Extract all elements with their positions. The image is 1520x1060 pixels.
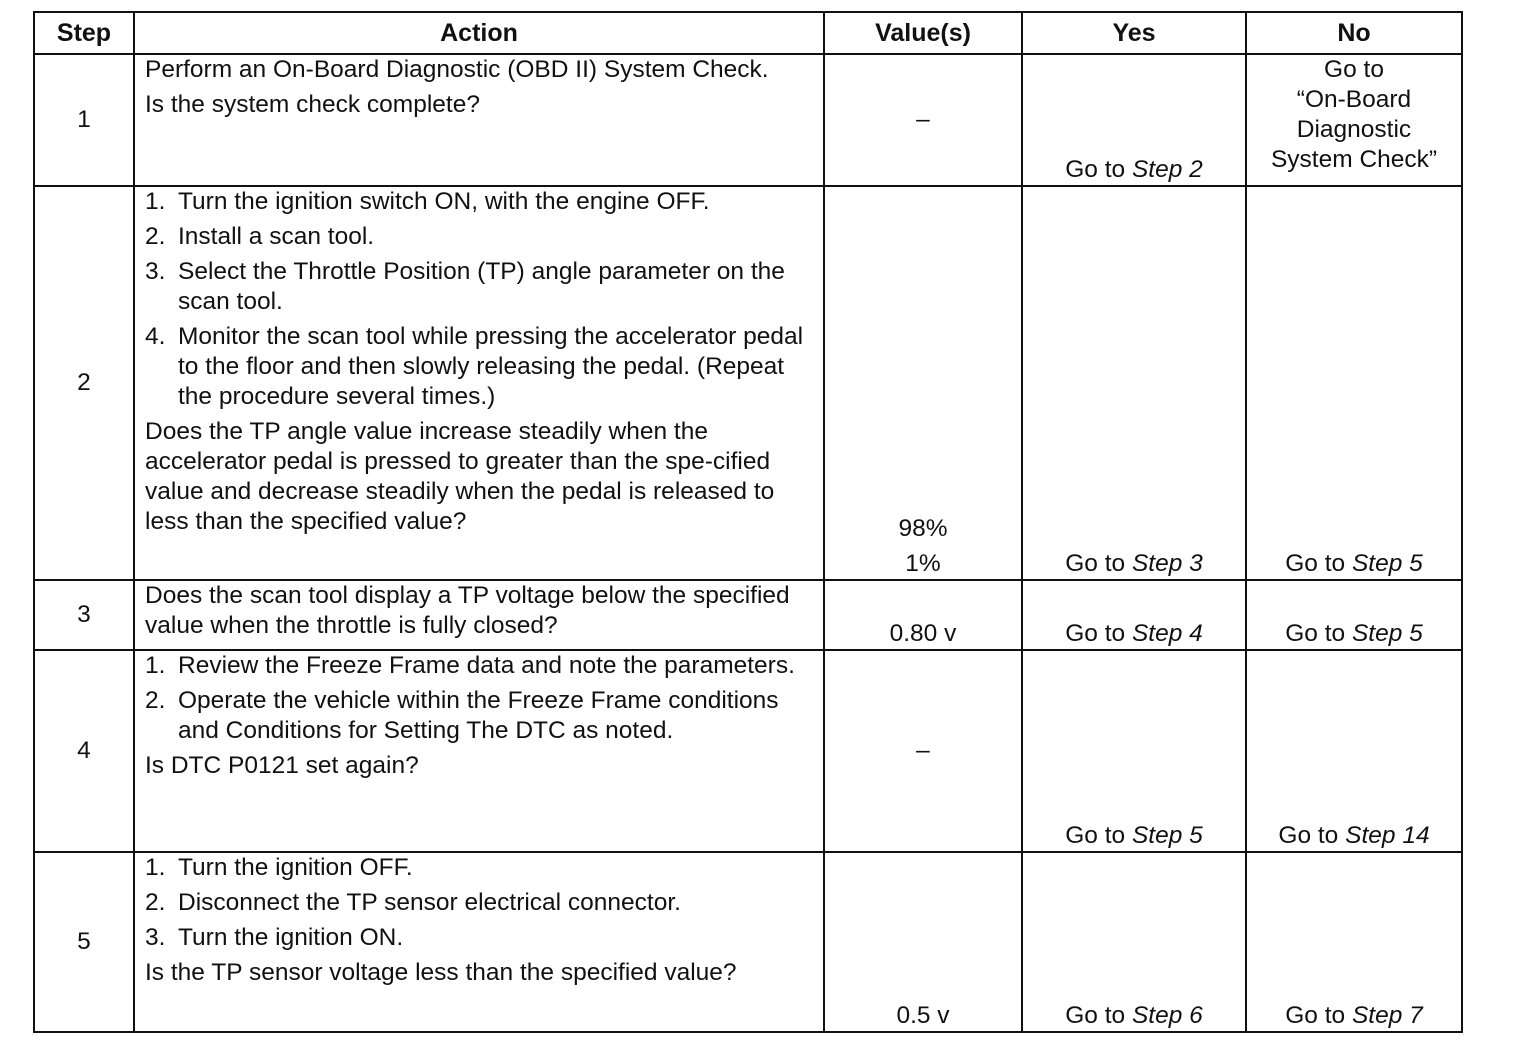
action-question: Does the scan tool display a TP voltage below the specified value when the throttle is fully closed? [145,582,790,639]
action-step-item [145,322,813,412]
goto-prefix: Go to [1285,620,1346,647]
action-step-number: 4. [145,323,166,350]
action-step-number: 2. [145,223,166,250]
no-reference-line: System Check” [1270,146,1438,173]
no-reference-line: Diagnostic [1296,116,1412,143]
spec-value: 1% [905,550,941,577]
action-step-number: 1. [145,854,166,881]
spec-value: 0.5 v [896,1002,950,1029]
action-step-item [145,187,813,217]
goto-step-ref: Step 5 [1351,620,1423,647]
action-step-text: Turn the ignition ON. [178,924,404,951]
goto-prefix: Go to [1065,620,1126,647]
action-step-text: Monitor the scan tool while pressing the accelerator pedal to the floor and then slowly releasing the pedal. (Repeat the procedure several times.) [178,323,804,410]
action-question: Is the system check complete? [145,91,480,118]
spec-value: 0.80 v [889,620,957,647]
action-cell [134,580,824,650]
action-step-text: Turn the ignition OFF. [178,854,413,881]
yes-cell [1022,186,1246,580]
yes-cell [1022,852,1246,1032]
diagnostic-table [33,11,1463,1033]
step-number: 4 [34,650,134,852]
action-step-text: Turn the ignition switch ON, with the engine OFF. [178,188,710,215]
goto-step-ref: Step 14 [1345,822,1430,849]
goto-step-ref: Step 3 [1131,550,1203,577]
table-row [34,580,1462,650]
action-question: Does the TP angle value increase steadily when the accelerator pedal is pressed to greater than the spe-cified value and decrease steadily when the pedal is released to less than the specified value? [145,418,775,535]
no-cell [1246,852,1462,1032]
no-cell [1246,54,1462,186]
action-intro: Perform an On-Board Diagnostic (OBD II) System Check. [145,56,769,83]
no-cell [1246,650,1462,852]
goto-step-ref: Step 2 [1131,156,1203,183]
action-step-item [145,257,813,317]
no-cell [1246,186,1462,580]
action-cell [134,186,824,580]
action-step-item [145,888,813,918]
header-action: Action [134,12,824,54]
no-cell [1246,580,1462,650]
action-step-text: Select the Throttle Position (TP) angle parameter on the scan tool. [178,258,785,315]
action-question: Is the TP sensor voltage less than the specified value? [145,959,737,986]
action-step-number: 2. [145,889,166,916]
yes-cell [1022,650,1246,852]
spec-value: 98% [898,515,948,542]
action-step-item [145,853,813,883]
no-reference-line: “On-Board [1296,86,1412,113]
header-no: No [1246,12,1462,54]
step-number: 5 [34,852,134,1032]
step-number: 2 [34,186,134,580]
action-question: Is DTC P0121 set again? [145,752,419,779]
goto-step-ref: Step 5 [1131,822,1203,849]
step-number: 1 [34,54,134,186]
value-cell [824,186,1022,580]
value-cell [824,852,1022,1032]
action-step-text: Install a scan tool. [178,223,375,250]
action-step-number: 2. [145,687,166,714]
action-step-number: 1. [145,652,166,679]
action-step-item [145,222,813,252]
spec-value: – [916,106,930,133]
goto-prefix: Go to [1278,822,1339,849]
table-row [34,650,1462,852]
goto-prefix: Go to [1065,550,1126,577]
goto-step-ref: Step 5 [1351,550,1423,577]
step-number: 3 [34,580,134,650]
header-yes: Yes [1022,12,1246,54]
value-cell [824,650,1022,852]
goto-prefix: Go to [1065,822,1126,849]
goto-prefix: Go to [1285,1002,1346,1029]
table-row [34,852,1462,1032]
action-cell [134,650,824,852]
action-step-number: 3. [145,258,166,285]
action-step-text: Operate the vehicle within the Freeze Frame conditions and Conditions for Setting The DTC as noted. [178,687,779,744]
no-reference-line: Go to [1324,56,1384,83]
yes-cell [1022,580,1246,650]
action-step-number: 1. [145,188,166,215]
action-cell [134,54,824,186]
action-cell [134,852,824,1032]
goto-step-ref: Step 4 [1131,620,1203,647]
value-cell [824,54,1022,186]
header-values: Value(s) [824,12,1022,54]
action-step-item [145,651,813,681]
action-step-text: Disconnect the TP sensor electrical connector. [178,889,681,916]
goto-prefix: Go to [1065,156,1126,183]
action-step-item [145,686,813,746]
goto-step-ref: Step 6 [1131,1002,1203,1029]
goto-prefix: Go to [1065,1002,1126,1029]
action-step-number: 3. [145,924,166,951]
table-row [34,54,1462,186]
table-body [34,54,1462,1032]
value-cell [824,580,1022,650]
spec-value: – [916,737,930,764]
action-step-item [145,923,813,953]
action-step-text: Review the Freeze Frame data and note the parameters. [178,652,795,679]
header-row [34,12,1462,54]
goto-step-ref: Step 7 [1351,1002,1423,1029]
table-row [34,186,1462,580]
yes-cell [1022,54,1246,186]
header-step: Step [34,12,134,54]
goto-prefix: Go to [1285,550,1346,577]
